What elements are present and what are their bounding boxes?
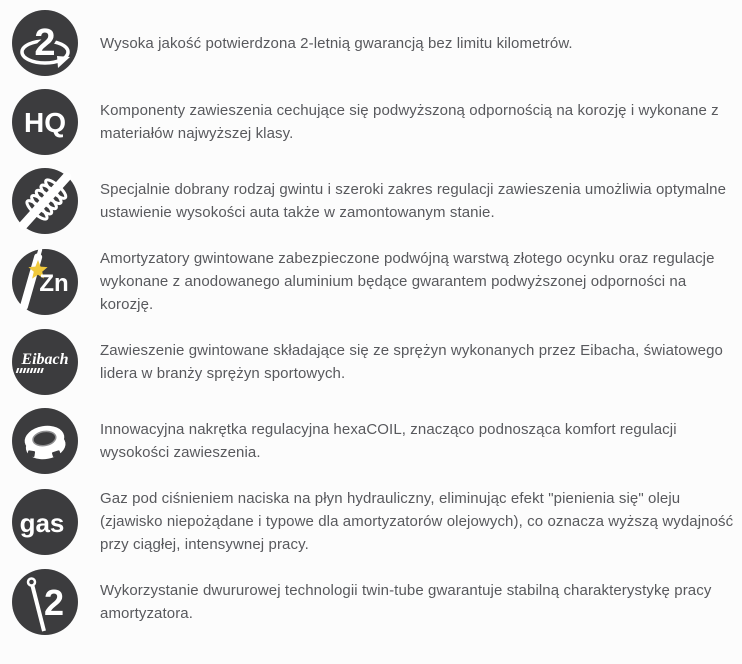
feature-text: Gaz pod ciśnieniem naciska na płyn hydrauliczny, eliminując efekt "pienienia się" oleju (zjawisko niepożądane i typowe dla amortyzatorów olejowych), co oznacza wyższą wydajność przy ciągłej, intensywnej pracy. — [100, 490, 734, 553]
feature-row-eibach — [12, 329, 736, 395]
svg-text:gas: gas — [19, 507, 65, 538]
feature-text: Wykorzystanie dwururowej technologii twin-tube gwarantuje stabilną charakterystykę pracy amortyzatora. — [100, 582, 712, 622]
feature-text: Wysoka jakość potwierdzona 2-letnią gwarancją bez limitu kilometrów. — [100, 34, 573, 52]
feature-row-gas — [12, 487, 736, 556]
feature-row-zinc — [12, 247, 736, 316]
svg-text:Eibach: Eibach — [21, 351, 69, 368]
feature-row-hq — [12, 89, 736, 155]
feature-text: Specjalnie dobrany rodzaj gwintu i szeroki zakres regulacji zawieszenia umożliwia optymalne ustawienie wysokości auta także w zamontowanym stanie. — [100, 181, 727, 221]
feature-row-twintube — [12, 569, 736, 635]
warranty-2-years-icon — [12, 10, 78, 76]
hexacoil-nut-icon — [12, 408, 78, 474]
feature-row-warranty — [12, 10, 736, 76]
feature-row-thread — [12, 168, 736, 234]
feature-text: Innowacyjna nakrętka regulacyjna hexaCOIL, znacząco podnosząca komfort regulacji wysokości zawieszenia. — [100, 421, 677, 461]
eibach-logo-icon — [12, 329, 78, 395]
svg-text:Zn: Zn — [39, 269, 69, 297]
svg-text:2: 2 — [43, 582, 65, 623]
threaded-body-icon — [12, 168, 78, 234]
zinc-coating-icon — [12, 249, 78, 315]
feature-text: Zawieszenie gwintowane składające się ze sprężyn wykonanych przez Eibacha, światowego lidera w branży sprężyn sportowych. — [100, 342, 723, 382]
svg-text:HQ: HQ — [24, 107, 66, 138]
twin-tube-icon — [12, 569, 78, 635]
feature-text: Amortyzatory gwintowane zabezpieczone podwójną warstwą złotego ocynku oraz regulacje wykonane z anodowanego aluminium będące gwarantem podwyższonej odporności na korozję. — [100, 250, 715, 313]
gas-pressure-icon — [12, 489, 78, 555]
hq-quality-icon — [12, 89, 78, 155]
feature-text: Komponenty zawieszenia cechujące się podwyższoną odpornością na korozję i wykonane z materiałów najwyższej klasy. — [100, 102, 719, 142]
feature-row-hexacoil — [12, 408, 736, 474]
svg-text:2: 2 — [34, 22, 56, 64]
